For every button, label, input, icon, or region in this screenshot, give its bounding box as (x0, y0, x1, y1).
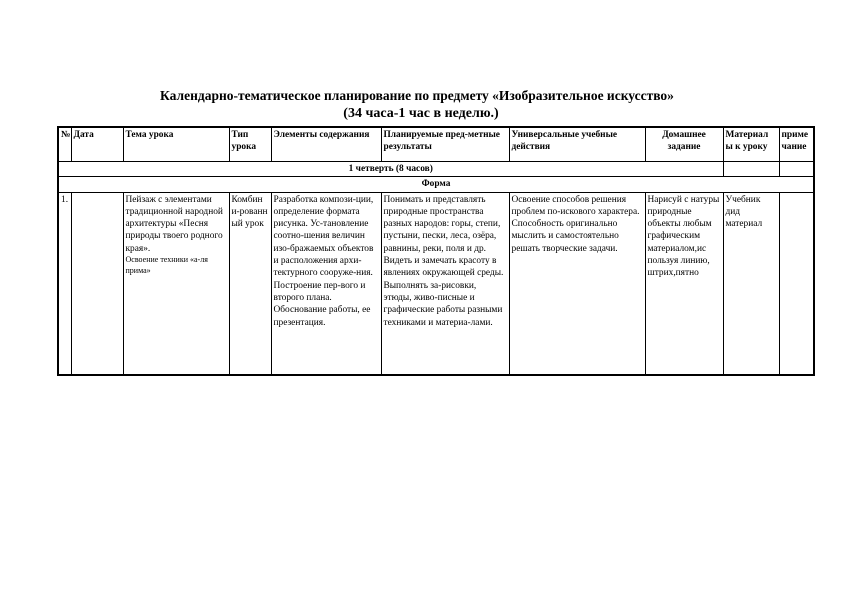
cell-notes (779, 192, 814, 375)
cell-date (71, 192, 123, 375)
section-label: Форма (58, 177, 814, 192)
quarter-row (58, 162, 814, 177)
cell-actions: Освоение способов решения проблем по-искового характера. Способность оригинально мыслить и самостоятельно решать творческие задачи. (509, 192, 645, 375)
header-topic: Тема урока (123, 127, 229, 162)
table-header-row (58, 127, 814, 162)
planning-table (57, 126, 815, 376)
header-type: Тип урока (229, 127, 271, 162)
quarter-label: 1 четверть (8 часов) (58, 162, 723, 177)
header-notes: приме чание (779, 127, 814, 162)
header-number: № (58, 127, 71, 162)
quarter-cell-empty (779, 162, 814, 177)
header-date: Дата (71, 127, 123, 162)
section-row (58, 177, 814, 192)
quarter-cell-empty (723, 162, 779, 177)
header-homework: Домашнее задание (645, 127, 723, 162)
header-content: Элементы содержания (271, 127, 381, 162)
header-materials: Материал ы к уроку (723, 127, 779, 162)
page-subtitle: (34 часа-1 час в неделю.) (343, 106, 499, 121)
cell-number: 1. (58, 192, 71, 375)
cell-homework: Нарисуй с натуры природные объекты любым графическим материалом,ис пользуя линию, штрих,пятно (645, 192, 723, 375)
header-actions: Универсальные учебные действия (509, 127, 645, 162)
topic-text: Пейзаж с элементами традиционной народной архитектуры «Песня природы твоего родного края». (125, 194, 223, 254)
table-row (58, 192, 814, 375)
cell-content: Разработка компози-ции, определение формата рисунка. Ус-тановление соотно-шения величин изо-бражаемых объектов и расположения архи-тектурного сооруже-ния. Построение пер-вого и второго плана. Обоснование работы, ее презентация. (271, 192, 381, 375)
cell-materials: Учебник дид материал (723, 192, 779, 375)
topic-note: Освоение техники «а-ля прима» (125, 255, 208, 275)
cell-results: Понимать и представлять природные пространства разных народов: горы, степи, пустыни, пески, леса, озёра, равнины, реки, поля и др. Видеть и замечать красоту в явлениях окружающей среды. Выполнять за-рисовки, этюды, живо-писные и графические работы разными техниками и материа-лами. (381, 192, 509, 375)
cell-topic (123, 192, 229, 375)
page-title: Календарно-тематическое планирование по предмету «Изобразительное искусство» (160, 88, 674, 103)
cell-type: Комбин и-рованн ый урок (229, 192, 271, 375)
header-results: Планируемые пред-метные результаты (381, 127, 509, 162)
